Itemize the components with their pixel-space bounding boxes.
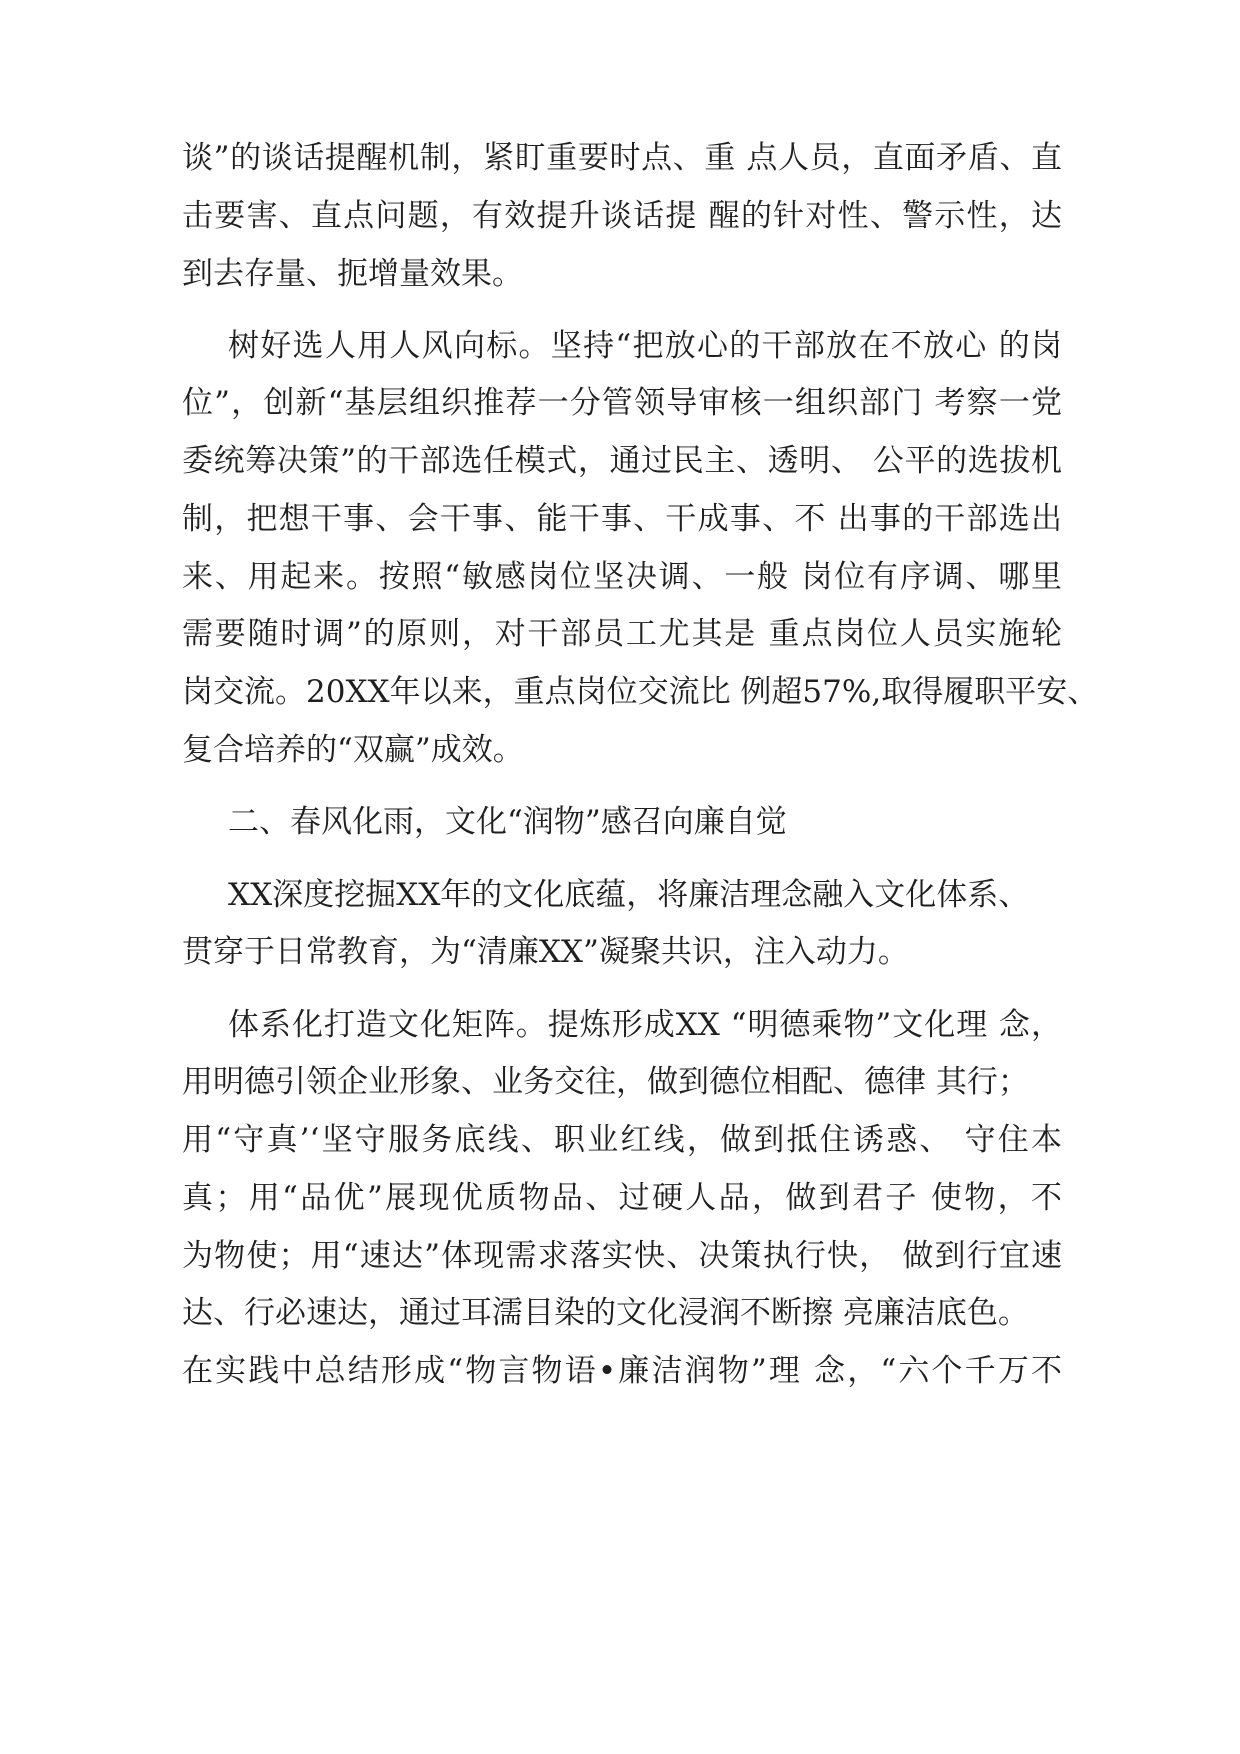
text-line: 贯穿于日常教育，为“清廉XX”凝聚共识，注入动力。 [182, 934, 909, 970]
text-line: 委统筹决策”的干部选任模式，通过民主、透明、 公平的选拔机 [182, 443, 1062, 479]
text-line: 用明德引领企业形象、业务交往，做到德位相配、德律 其行； [182, 1064, 1029, 1100]
text-line: 用“守真’‘坚守服务底线、职业红线，做到抵住诱惑、 守住本 [182, 1122, 1062, 1158]
text-line: 到去存量、扼增量效果。 [182, 256, 523, 292]
text-line: 谈”的谈话提醒机制，紧盯重要时点、重 点人员，直面矛盾、直 [182, 140, 1062, 176]
text-line: 需要随时调”的原则，对干部员工尤其是 重点岗位人员实施轮 [182, 616, 1062, 652]
text-line: 来、用起来。按照“敏感岗位坚决调、一般 岗位有序调、哪里 [182, 559, 1062, 595]
text-line: 击要害、直点问题，有效提升谈话提 醒的针对性、警示性，达 [182, 198, 1062, 234]
text-line: 真；用“品优”展现优质物品、过硬人品，做到君子 使物，不 [182, 1180, 1062, 1216]
text-line: 达、行必速达，通过耳濡目染的文化浸润不断擦 亮廉洁底色。 [182, 1295, 1029, 1331]
text-line: 在实践中总结形成“物言物语•廉洁润物”理 念，“六个千万不 [182, 1353, 1062, 1389]
paragraph-first-line: 体系化打造文化矩阵。提炼形成XX “明德乘物”文化理 念， [228, 1007, 1062, 1043]
section-heading: 二、春风化雨，文化“润物”感召向廉自觉 [228, 804, 787, 840]
paragraph-first-line: XX深度挖掘XX年的文化底蕴，将廉洁理念融入文化体系、 [228, 877, 1030, 913]
text-line: 为物使；用“速达”体现需求落实快、决策执行快， 做到行宜速 [182, 1238, 1062, 1274]
text-line: 位”，创新“基层组织推荐一分管领导审核一组织部门 考察一党 [182, 385, 1062, 421]
paragraph-first-line: 树好选人用人风向标。坚持“把放心的干部放在不放心 的岗 [228, 328, 1062, 364]
text-line: 复合培养的“双赢”成效。 [182, 732, 524, 768]
text-line: 制，把想干事、会干事、能干事、干成事、不 出事的干部选出 [182, 501, 1062, 537]
text-line: 岗交流。20XX年以来，重点岗位交流比 例超57%,取得履职平安、 [182, 674, 1099, 710]
